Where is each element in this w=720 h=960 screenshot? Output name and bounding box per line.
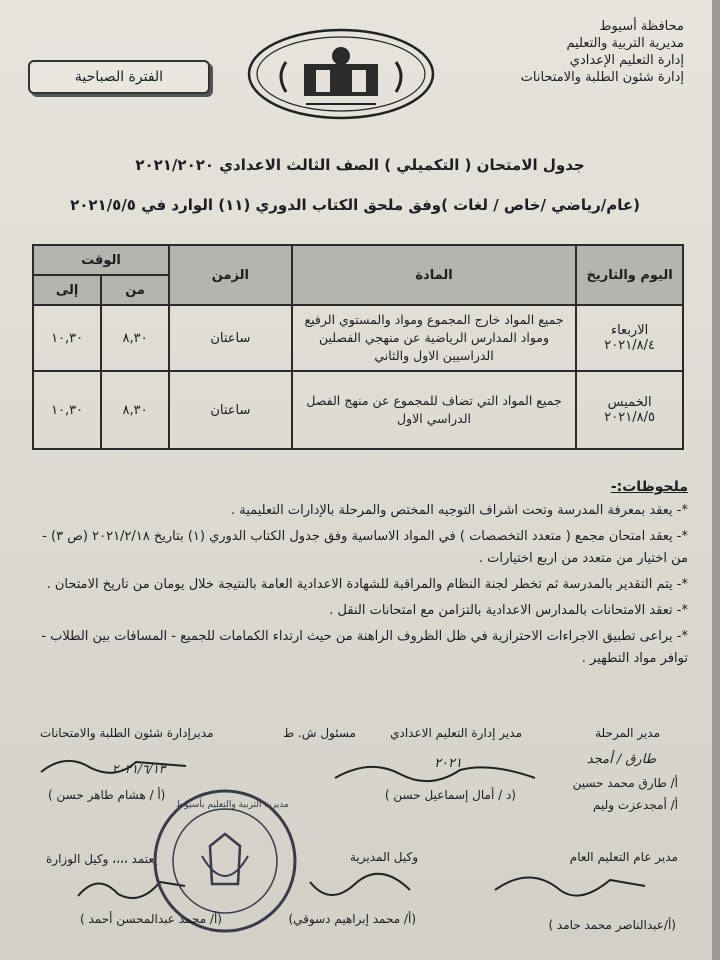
date: ٢٠٢١/٨/٤ xyxy=(604,338,655,353)
from-cell: ٨,٣٠ xyxy=(101,371,169,449)
general-ed-signature xyxy=(490,860,650,910)
affairs-handwriting: ٢٠٢١/٦/١٣ xyxy=(112,762,166,776)
table-row xyxy=(33,305,683,371)
header-subject: المادة xyxy=(292,245,576,305)
exam-title: جدول الامتحان ( التكميلي ) الصف الثالث الاعدادي ٢٠٢١/٢٠٢٠ xyxy=(135,156,585,174)
stage-manager-handwriting: طارق / أمجد xyxy=(586,752,656,767)
issuer-block xyxy=(464,18,684,86)
note-item: *- يراعى تطبيق الاجراءات الاحترازية في ظل الظروف الراهنة من حيث ارتداء الكمامات للجميع - المسافات بين الطلاب - توافر مواد التطهير . xyxy=(41,629,688,666)
note-item: *- يعقد امتحان مجمع ( متعدد التخصصات ) في المواد الاساسية وفق جدول الكتاب الدوري (١) بتاريخ ٢٠٢١/٢/١٨ (ص ٣) - من اختيار من متعدد من اربع اختيارات . xyxy=(42,529,688,566)
period-box xyxy=(28,60,210,94)
note-item: *- يعقد بمعرفة المدرسة وتحت اشراف التوجيه المختص والمرحلة بالإدارات التعليمية . xyxy=(231,503,688,518)
directorate-logo xyxy=(246,26,436,122)
period-label: الفترة الصباحية xyxy=(74,69,164,85)
notes-section xyxy=(28,476,688,674)
table-row xyxy=(33,371,683,449)
department: إدارة شئون الطلبة والامتحانات xyxy=(520,70,684,85)
stage-manager-name-2: أ/ أمجدعزت وليم xyxy=(593,798,678,812)
duration-cell: ساعتان xyxy=(169,371,292,449)
prep-admin-title: مدير إدارة التعليم الاعدادي xyxy=(390,726,522,740)
day-date-cell xyxy=(576,371,683,449)
day: الاربعاء xyxy=(610,323,649,338)
header-to: إلى xyxy=(33,275,101,305)
affairs-title: مديرإدارة شئون الطلبة والامتحانات xyxy=(40,726,214,740)
directorate-deputy-signature xyxy=(300,862,420,912)
governorate: محافظة أسيوط xyxy=(599,19,684,34)
day-date-cell xyxy=(576,305,683,371)
prep-admin-name: (د / أمال إسماعيل حسن ) xyxy=(384,788,516,802)
general-ed-name: (أ/عبدالناصر محمد حامد ) xyxy=(548,918,676,932)
to-cell: ١٠,٣٠ xyxy=(33,305,101,371)
general-ed-title: مدير عام التعليم العام xyxy=(569,850,678,864)
from-cell: ٨,٣٠ xyxy=(101,305,169,371)
directorate-deputy-name: (أ/ محمد إبراهيم دسوقي) xyxy=(288,912,416,926)
prep-admin-handwriting: ٢٠٢١ xyxy=(434,756,462,771)
ministry-deputy-title: يعتمد ،،،، وكيل الوزارة xyxy=(46,852,158,866)
prep-admin-signature xyxy=(330,748,540,788)
stamp-text: مديرية التربية والتعليم بأسيوط xyxy=(176,800,289,810)
header-duration: الزمن xyxy=(169,245,292,305)
stage-manager-name-1: أ/ طارق محمد حسين xyxy=(572,776,678,790)
stage-manager-title: مدير المرحلة xyxy=(595,726,660,740)
exam-schedule-table xyxy=(32,244,684,450)
header-time: الوقت xyxy=(33,245,169,275)
note-item: *- يتم التقدير بالمدرسة ثم تخطر لجنة النظام والمراقبة للشهادة الاعدادية العامة بالنتيجة خلال يومان من تاريخ الامتحان . xyxy=(46,577,688,592)
page-edge-shadow xyxy=(712,0,720,960)
subject-cell: جميع المواد خارج المجموع ومواد والمستوي الرفيع ومواد المدارس الرياضية عن منهجي الفصلين الدراسيين الاول والثاني xyxy=(292,305,576,371)
table-header-row xyxy=(33,245,683,275)
affairs-name: (أ / هشام طاهر حسن ) xyxy=(48,788,166,802)
header-day-date: اليوم والتاريخ xyxy=(576,245,683,305)
notes-heading: ملحوظات:- xyxy=(610,479,688,495)
administration: إدارة التعليم الإعدادي xyxy=(569,53,684,68)
directorate: مديرية التربية والتعليم xyxy=(566,36,684,51)
to-cell: ١٠,٣٠ xyxy=(33,371,101,449)
ministry-deputy-name: (أ/ محمد عبدالمحسن أحمد ) xyxy=(80,912,222,926)
official-title: مسئول ش. ط xyxy=(283,726,356,740)
exam-subtitle: (عام/رياضي /خاص / لغات )وفق ملحق الكتاب الدوري (١١) الوارد في ٢٠٢١/٥/٥ xyxy=(70,196,640,214)
directorate-deputy-title: وكيل المديرية xyxy=(350,850,418,864)
header-from: من xyxy=(101,275,169,305)
subject-cell: جميع المواد التي تضاف للمجموع عن منهج الفصل الدراسي الاول xyxy=(292,371,576,449)
date: ٢٠٢١/٨/٥ xyxy=(604,410,655,425)
duration-cell: ساعتان xyxy=(169,305,292,371)
note-item: *- تعقد الامتحانات بالمدارس الاعدادية بالتزامن مع امتحانات النقل . xyxy=(329,603,688,618)
day: الخميس xyxy=(607,395,652,410)
affairs-signature xyxy=(36,744,196,784)
